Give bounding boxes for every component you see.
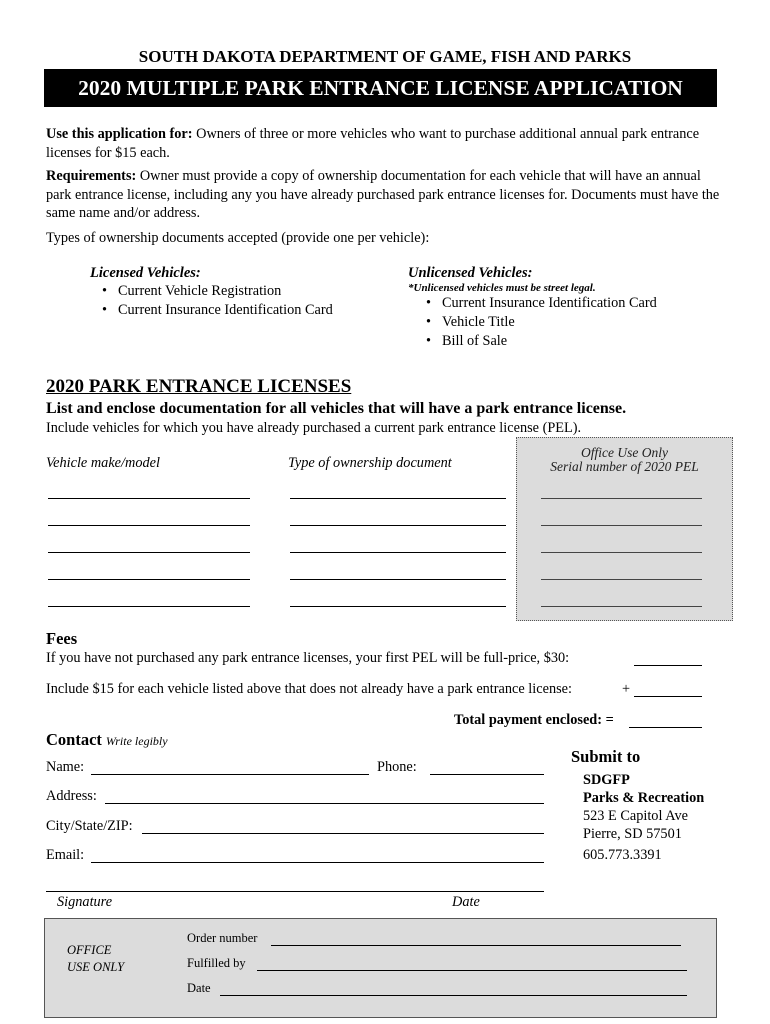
- vehicle-field[interactable]: [48, 498, 250, 499]
- licenses-subheading: List and enclose documentation for all vehicles that will have a park entrance license.: [46, 400, 627, 417]
- contact-heading: Contact: [46, 730, 102, 749]
- licensed-item: • Current Insurance Identification Card: [102, 302, 333, 318]
- vehicle-field[interactable]: [48, 579, 250, 580]
- vehicle-field[interactable]: [48, 552, 250, 553]
- submit-to-block: [571, 747, 704, 864]
- document-field[interactable]: [290, 498, 506, 499]
- unlicensed-note: *Unlicensed vehicles must be street legal.: [408, 282, 596, 294]
- serial-field[interactable]: [541, 525, 702, 526]
- serial-field[interactable]: [541, 498, 702, 499]
- office-date-field[interactable]: [220, 995, 687, 996]
- document-column-header: Type of ownership document: [288, 455, 452, 471]
- fulfilled-by-label: Fulfilled by: [187, 956, 246, 970]
- submit-division: Parks & Recreation: [583, 790, 705, 806]
- submit-street: 523 E Capitol Ave: [583, 808, 688, 824]
- requirements-label: Requirements:: [46, 168, 137, 184]
- submit-city: Pierre, SD 57501: [583, 826, 682, 842]
- unlicensed-item: • Current Insurance Identification Card: [426, 295, 657, 311]
- use-for-text: Owners of three or more vehicles who want to purchase additional annual park entrance licenses for $15 each.: [46, 126, 700, 161]
- requirements-text: Owner must provide a copy of ownership documentation for each vehicle that will have an annual park entrance license, including any you have already purchased park entrance licenses for. Documents must have the same name and/or address.: [46, 168, 720, 221]
- serial-field[interactable]: [541, 579, 702, 580]
- vehicle-column-header: Vehicle make/model: [46, 455, 160, 471]
- agency-name: SOUTH DAKOTA DEPARTMENT OF GAME, FISH AND PARKS: [138, 47, 632, 66]
- email-field[interactable]: [91, 862, 544, 863]
- phone-field[interactable]: [430, 774, 544, 775]
- plus-sign: +: [622, 681, 631, 697]
- document-field[interactable]: [290, 552, 506, 553]
- licenses-include-text: Include vehicles for which you have already purchased a current park entrance license (PEL).: [46, 420, 582, 436]
- address-field[interactable]: [105, 803, 544, 804]
- fees-heading: Fees: [46, 629, 78, 648]
- use-for-paragraph: [46, 125, 726, 162]
- licenses-heading: 2020 PARK ENTRANCE LICENSES: [46, 376, 352, 397]
- document-field[interactable]: [290, 525, 506, 526]
- city-state-zip-field[interactable]: [142, 833, 544, 834]
- office-use-label: OFFICE USE ONLY: [67, 943, 125, 974]
- first-pel-amount-field[interactable]: [634, 665, 702, 666]
- unlicensed-vehicles-block: [408, 265, 728, 351]
- licensed-title: Licensed Vehicles:: [90, 265, 201, 281]
- submit-phone: 605.773.3391: [583, 847, 662, 863]
- name-field[interactable]: [91, 774, 369, 775]
- fees-line-additional: Include $15 for each vehicle listed above that does not already have a park entrance license:: [46, 681, 572, 697]
- email-label: Email:: [46, 847, 85, 863]
- order-number-label: Order number: [187, 931, 258, 945]
- licensed-vehicles-block: [90, 265, 390, 320]
- total-payment-field[interactable]: [629, 727, 702, 728]
- office-use-serial-box: [516, 437, 733, 621]
- document-field[interactable]: [290, 579, 506, 580]
- address-label: Address:: [46, 788, 97, 804]
- office-use-only-box: [44, 918, 717, 1018]
- city-state-zip-label: City/State/ZIP:: [46, 818, 133, 834]
- order-number-field[interactable]: [271, 945, 681, 946]
- fees-line-first-pel: If you have not purchased any park entrance licenses, your first PEL will be full-price, $30:: [46, 650, 570, 666]
- contact-heading-row: [46, 730, 168, 750]
- document-field[interactable]: [290, 606, 506, 607]
- form-title: 2020 MULTIPLE PARK ENTRANCE LICENSE APPLICATION: [44, 69, 717, 107]
- signature-field[interactable]: [46, 891, 544, 892]
- document-types-text: Types of ownership documents accepted (provide one per vehicle):: [46, 230, 430, 246]
- serial-field[interactable]: [541, 552, 702, 553]
- submit-to-heading: Submit to: [571, 747, 641, 766]
- vehicle-field[interactable]: [48, 606, 250, 607]
- serial-field[interactable]: [541, 606, 702, 607]
- serial-number-label: Serial number of 2020 PEL: [550, 459, 699, 474]
- date-label: Date: [452, 894, 480, 910]
- write-legibly-hint: Write legibly: [105, 734, 168, 748]
- requirements-paragraph: [46, 167, 726, 223]
- total-payment-label: Total payment enclosed: =: [454, 712, 614, 728]
- fulfilled-by-field[interactable]: [257, 970, 687, 971]
- unlicensed-item: • Bill of Sale: [426, 333, 508, 349]
- phone-label: Phone:: [377, 759, 417, 775]
- additional-amount-field[interactable]: [634, 696, 702, 697]
- submit-org: SDGFP: [583, 772, 630, 788]
- use-for-label: Use this application for:: [46, 126, 193, 142]
- unlicensed-title: Unlicensed Vehicles:: [408, 265, 533, 281]
- name-label: Name:: [46, 759, 85, 775]
- office-use-only-label: Office Use Only: [581, 445, 668, 460]
- licensed-item: • Current Vehicle Registration: [102, 283, 282, 299]
- office-date-label: Date: [187, 981, 211, 995]
- vehicle-field[interactable]: [48, 525, 250, 526]
- unlicensed-item: • Vehicle Title: [426, 314, 515, 330]
- signature-label: Signature: [57, 894, 113, 910]
